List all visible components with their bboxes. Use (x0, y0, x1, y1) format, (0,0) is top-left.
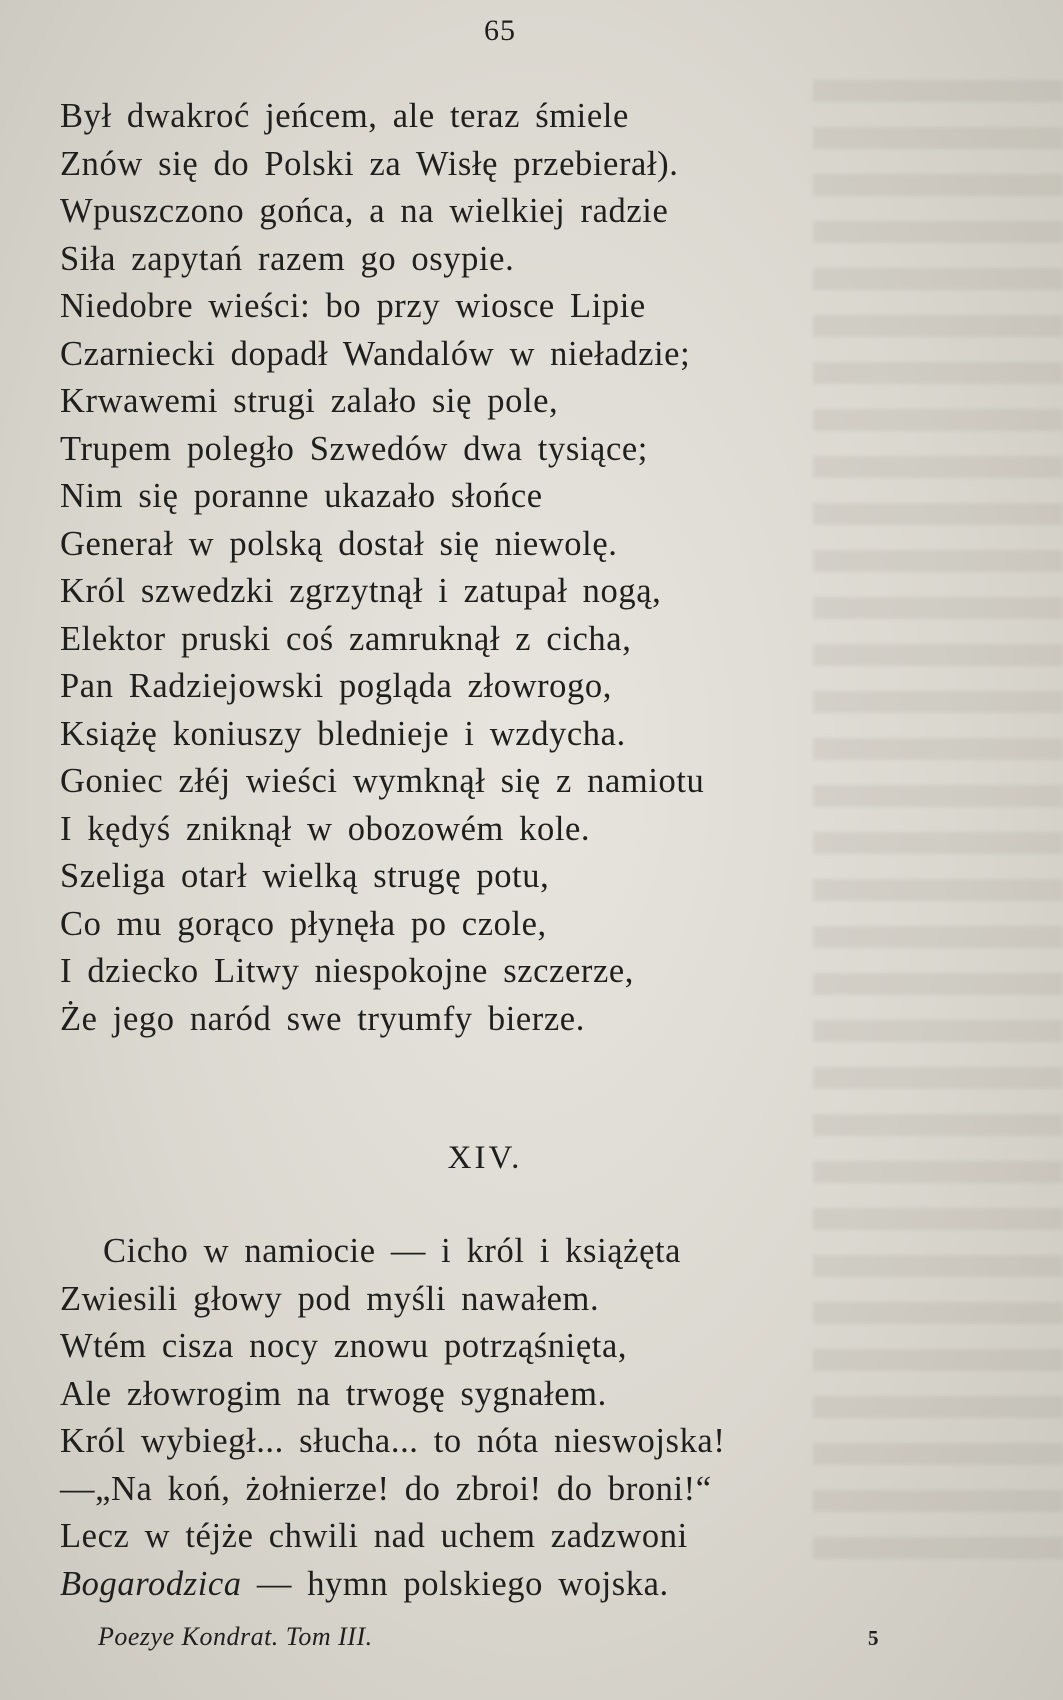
verse-line: Wpuszczono gońca, a na wielkiej radzie (60, 192, 669, 230)
verse-line-last (60, 1561, 725, 1609)
verse-line: Znów się do Polski za Wisłę przebierał). (60, 144, 679, 183)
verse-line: Co mu gorąco płynęła po czole, (60, 904, 547, 943)
page-number: 65 (484, 14, 516, 47)
verse-line: Że jego naród swe tryumfy bierze. (60, 999, 585, 1038)
verse-line: Cicho w namiocie — i król i książęta (103, 1232, 682, 1270)
footer-signature: Poezye Kondrat. Tom III. (98, 1622, 373, 1651)
verse-line: Szeliga otarł wielką strugę potu, (60, 857, 550, 895)
sheet-number: 5 (868, 1626, 879, 1650)
facing-page-bleed-through (813, 80, 1063, 1580)
section-heading: XIV. (447, 1140, 523, 1176)
verse-line: —„Na koń, żołnierze! do zbroi! do broni!“ (60, 1469, 712, 1508)
stanza-2 (60, 1228, 725, 1608)
verse-line: Elektor pruski coś zamruknął z cicha, (60, 619, 632, 658)
verse-line: I kędyś zniknął w obozowém kole. (60, 809, 591, 848)
verse-line: Siła zapytań razem go osypie. (60, 239, 515, 278)
verse-line-rest: — hymn polskiego wojska. (241, 1564, 669, 1603)
verse-line: Czarniecki dopadł Wandalów w nieładzie; (60, 334, 691, 373)
verse-line: Goniec złéj wieści wymknął się z namiotu (60, 762, 705, 800)
verse-line: Król szwedzki zgrzytnął i zatupał nogą, (60, 572, 662, 610)
verse-line: Generał w polską dostał się niewolę. (60, 524, 618, 563)
verse-line: Zwiesili głowy pod myśli nawałem. (60, 1279, 600, 1318)
verse-line: Książę koniuszy blednieje i wzdycha. (60, 714, 626, 753)
verse-line: Krwawemi strugi zalało się pole, (60, 382, 559, 420)
verse-line: I dziecko Litwy niespokojne szczerze, (60, 952, 635, 990)
verse-line: Był dwakroć jeńcem, ale teraz śmiele (60, 97, 629, 135)
verse-line: Lecz w téjże chwili nad uchem zadzwoni (60, 1517, 688, 1555)
stanza-1 (60, 93, 704, 1043)
verse-line: Niedobre wieści: bo przy wiosce Lipie (60, 287, 646, 325)
verse-line: Pan Radziejowski pogląda złowrogo, (60, 667, 612, 705)
verse-line: Wtém cisza nocy znowu potrząśnięta, (60, 1327, 628, 1365)
verse-line: Trupem poległo Szwedów dwa tysiące; (60, 429, 648, 468)
verse-line: Król wybiegł... słucha... to nóta nieswojska! (60, 1422, 726, 1460)
italic-title: Bogarodzica (60, 1564, 242, 1603)
verse-line: Ale złowrogim na trwogę sygnałem. (60, 1374, 607, 1413)
verse-line: Nim się poranne ukazało słońce (60, 477, 543, 515)
